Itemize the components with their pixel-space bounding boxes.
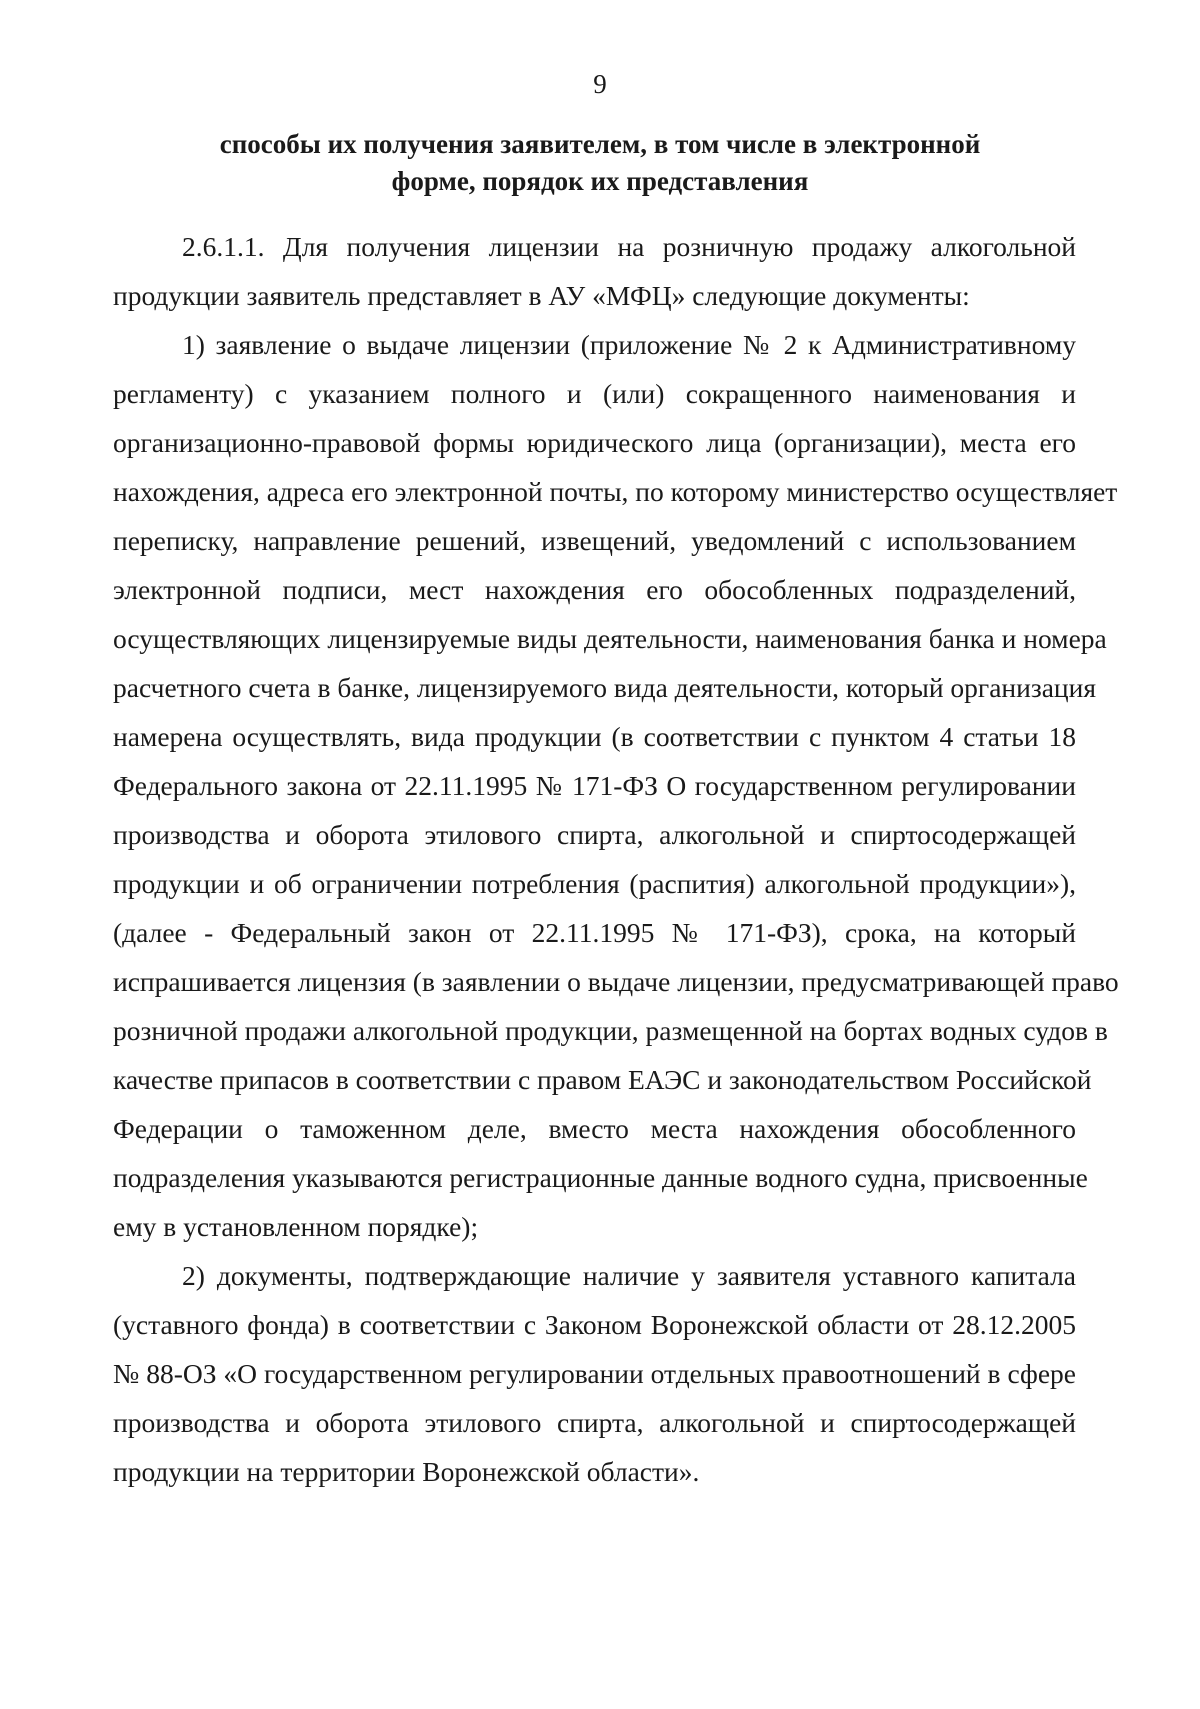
page-number: 9 — [593, 69, 607, 99]
paragraph-item-1 — [113, 320, 1119, 1251]
text-line: намерена осуществлять, вида продукции (в соответствии с пунктом 4 статьи 18 — [113, 721, 1076, 752]
body-text — [113, 222, 1119, 1496]
text-line: Федерации о таможенном деле, вместо места нахождения обособленного — [113, 1113, 1076, 1144]
text-line: продукции заявитель представляет в АУ «МФЦ» следующие документы: — [113, 280, 970, 311]
text-line: продукции и об ограничении потребления (распития) алкогольной продукции»), — [113, 868, 1076, 899]
text-line: переписку, направление решений, извещений, уведомлений с использованием — [113, 525, 1076, 556]
text-line: подразделения указываются регистрационные данные водного судна, присвоенные — [113, 1162, 1088, 1193]
paragraph-2-6-1-1 — [113, 222, 1076, 320]
text-line: расчетного счета в банке, лицензируемого вида деятельности, который организация — [113, 672, 1096, 703]
text-line: Федерального закона от 22.11.1995 № 171-ФЗ О государственном регулировании — [113, 770, 1076, 801]
text-line: качестве припасов в соответствии с правом ЕАЭС и законодательством Российской — [113, 1064, 1092, 1095]
text-line: розничной продажи алкогольной продукции, размещенной на бортах водных судов в — [113, 1015, 1108, 1046]
text-line: 1) заявление о выдаче лицензии (приложение № 2 к Административному — [182, 329, 1076, 360]
text-line: электронной подписи, мест нахождения его обособленных подразделений, — [113, 574, 1076, 605]
section-heading-line: форме, порядок их представления — [391, 166, 809, 196]
text-line: организационно-правовой формы юридического лица (организации), места его — [113, 427, 1076, 458]
text-line: осуществляющих лицензируемые виды деятельности, наименования банка и номера — [113, 623, 1107, 654]
text-line: испрашивается лицензия (в заявлении о выдаче лицензии, предусматривающей право — [113, 966, 1119, 997]
text-line: 2.6.1.1. Для получения лицензии на розничную продажу алкогольной — [182, 231, 1076, 262]
text-line: нахождения, адреса его электронной почты, по которому министерство осуществляет — [113, 476, 1118, 507]
text-line: производства и оборота этилового спирта, алкогольной и спиртосодержащей — [113, 819, 1076, 850]
section-heading-line: способы их получения заявителем, в том числе в электронной — [219, 129, 981, 159]
text-line: (далее - Федеральный закон от 22.11.1995 № 171-ФЗ), срока, на который — [113, 917, 1076, 948]
text-line: производства и оборота этилового спирта, алкогольной и спиртосодержащей — [113, 1407, 1076, 1438]
text-line: № 88-ОЗ «О государственном регулировании отдельных правоотношений в сфере — [113, 1358, 1076, 1389]
text-line: (уставного фонда) в соответствии с Законом Воронежской области от 28.12.2005 — [113, 1309, 1076, 1340]
section-heading — [140, 126, 1060, 200]
text-line: регламенту) с указанием полного и (или) сокращенного наименования и — [113, 378, 1076, 409]
text-line: продукции на территории Воронежской области». — [113, 1456, 700, 1487]
text-line: 2) документы, подтверждающие наличие у заявителя уставного капитала — [182, 1260, 1076, 1291]
paragraph-item-2 — [113, 1251, 1076, 1496]
text-line: ему в установленном порядке); — [113, 1211, 479, 1242]
